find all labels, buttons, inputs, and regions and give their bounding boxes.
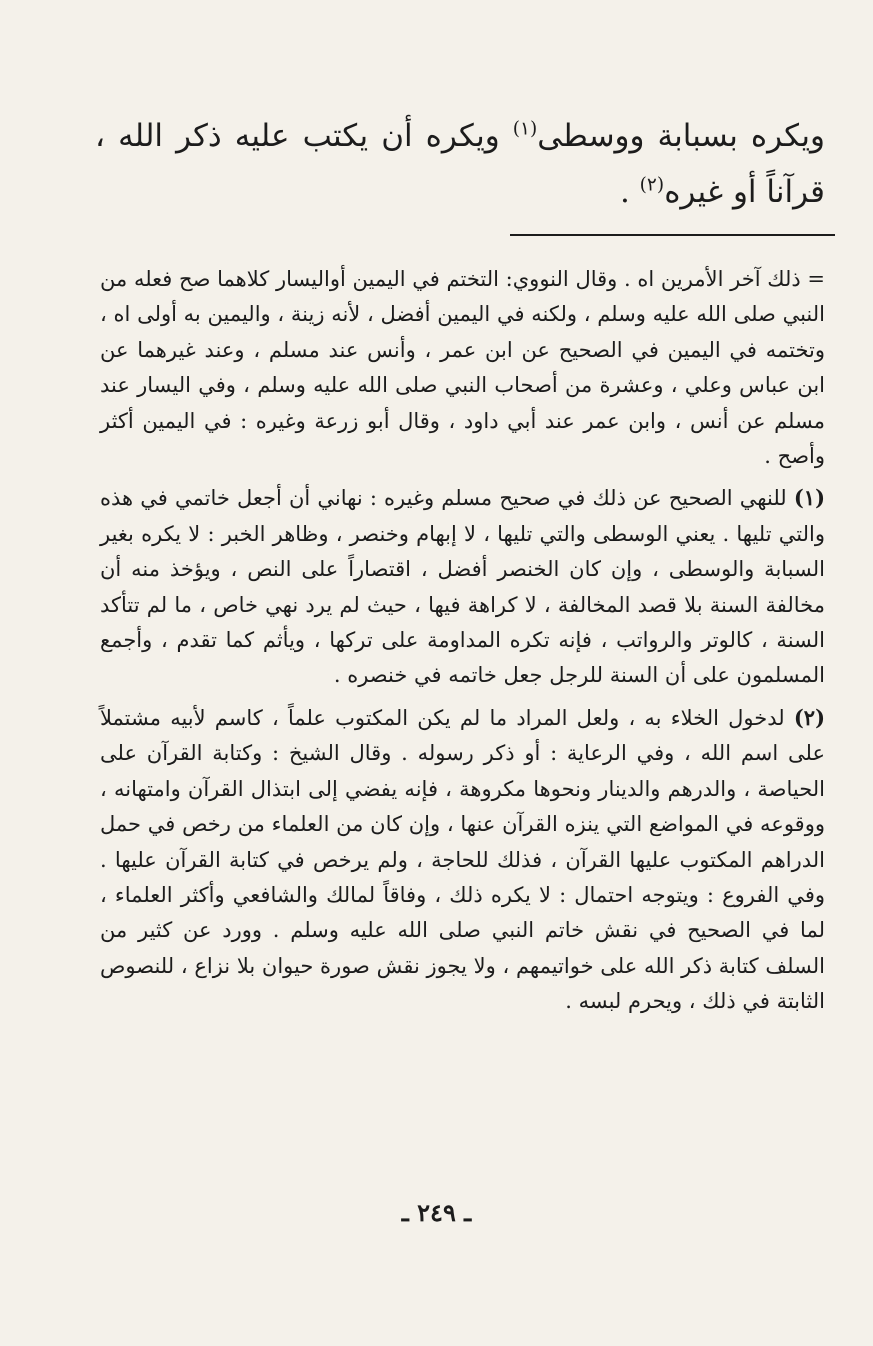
page-number: ـ ٢٤٩ ـ: [401, 1198, 472, 1227]
footnote-1-text: للنهي الصحيح عن ذلك في صحيح مسلم وغيره : نهاني أن أجعل خاتمي في هذه والتي تليها . يعني الوسطى والتي تليها ، لا إبهام وخنصر ، وظاهر الخبر : لا يكره بغير السبابة والوسطى ، وإن كان الخنصر أفضل ، اقتصاراً على النص ، ويؤخذ منه أن مخالفة السنة بلا قصد المخالفة ، لا كراهة فيها ، حيث لم يرد نهي خاص ، ما لم تتأكد السنة ، كالوتر والرواتب ، فإنه تكره المداومة على تركها ، ويأثم كما تقدم ، وأجمع المسلمون على أن السنة للرجل جعل خاتمه في خنصره .: [100, 486, 825, 688]
footnote-1-number: (١): [793, 485, 825, 511]
main-text-part-1: ويكره بسبابة ووسطى: [537, 118, 825, 154]
footnote-reference-2: (٢): [639, 174, 665, 196]
footnote-reference-1: (١): [512, 118, 538, 140]
footnote-separator: [510, 234, 835, 236]
footnote-1: [100, 480, 825, 693]
footnote-2-text: لدخول الخلاء به ، ولعل المراد ما لم يكن المكتوب علماً ، كاسم لأبيه مشتملاً على اسم الله ، وفي الرعاية : أو ذكر رسوله . وقال الشيخ : وكتابة القرآن على الحياصة ، والدرهم والدينار ونحوها مكروهة ، فإنه يفضي إلى ابتذال القرآن وامتهانه ، ووقوعه في المواضع التي ينزه القرآن عنها ، وإن كان من العلماء من رخص في حمل الدراهم المكتوب عليها القرآن ، فذلك للحاجة ، ولم يرخص في كتابة القرآن عليها . وفي الفروع : ويتوجه احتمال : لا يكره ذلك ، وفاقاً لمالك والشافعي وأكثر العلماء ، لما في الصحيح في نقش خاتم النبي صلى الله عليه وسلم . وورد عن كثير من السلف كتابة ذكر الله على خواتيمهم ، ولا يجوز نقش صورة حيوان بلا نزاع ، للنصوص الثابتة في ذلك ، ويحرم لبسه .: [100, 705, 825, 1014]
main-paragraph: [95, 108, 825, 220]
main-text-end: .: [619, 174, 640, 210]
footnote-2-number: (٢): [793, 704, 825, 730]
main-text: [95, 108, 825, 220]
footnotes: [100, 262, 825, 1020]
footnote-continuation: = ذلك آخر الأمرين اه . وقال النووي: التختم في اليمين أواليسار كلاهما صح فعله من النبي صلى الله عليه وسلم ، ولكنه في اليمين أفضل ، لأنه زينة ، واليمين به أولى اه ، وتختمه في اليمين في الصحيح عن ابن عمر ، وأنس عند مسلم ، وعند غيرهما عن ابن عباس وعلي ، وعشرة من أصحاب النبي صلى الله عليه وسلم ، وفي اليسار عند مسلم عن أنس ، وابن عمر عند أبي داود ، وقال أبو زرعة وغيره : في اليمين أكثر وأصح .: [100, 267, 825, 469]
footnote-2: [100, 700, 825, 1020]
main-text-part-2: ويكره أن يكتب عليه ذكر الله ، قرآناً أو غيره: [95, 118, 825, 210]
